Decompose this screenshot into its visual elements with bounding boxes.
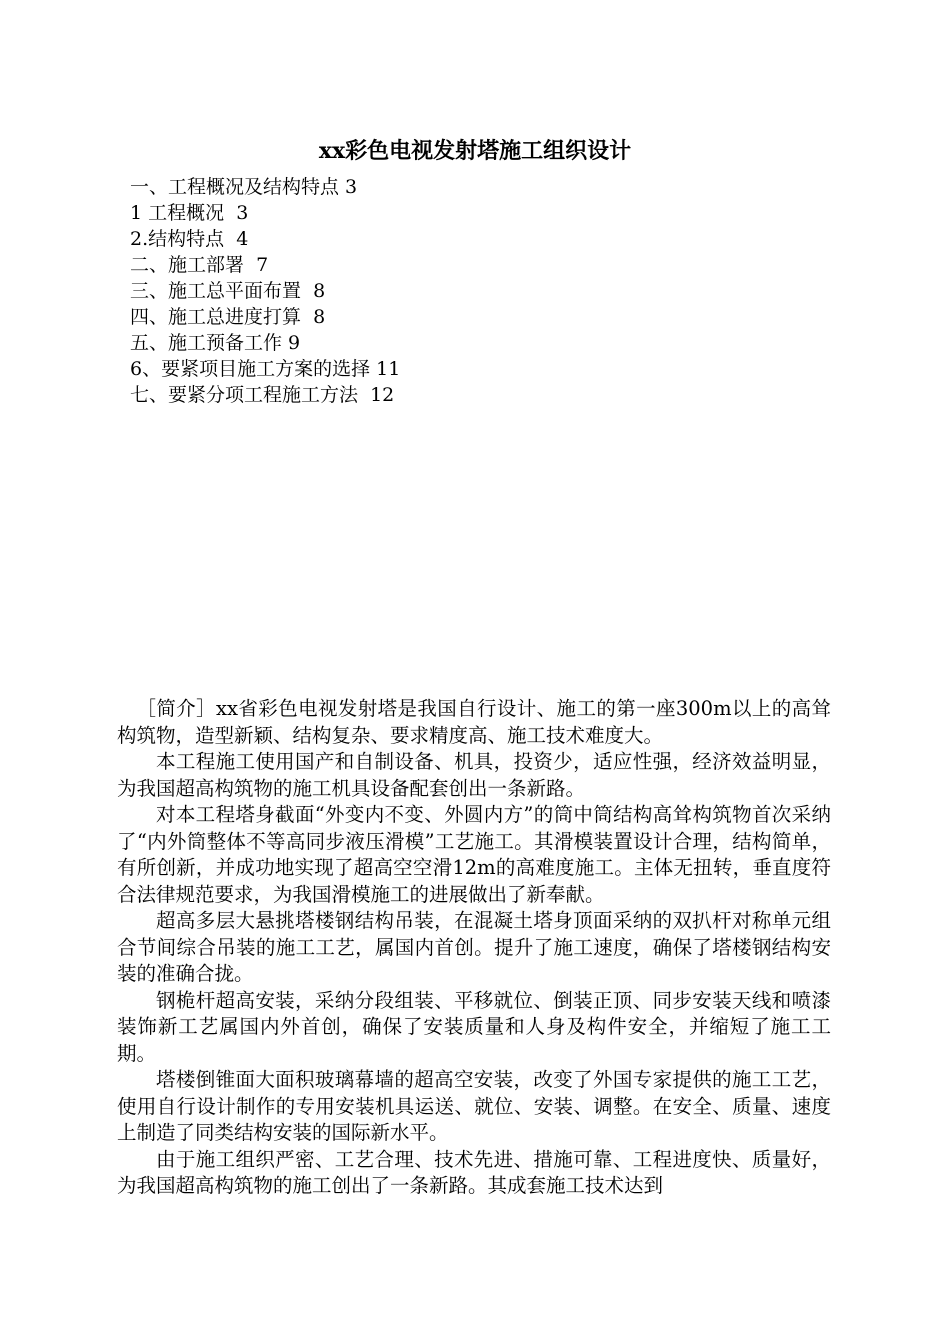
body-paragraph: 对本工程塔身截面“外变内不变、外圆内方”的筒中筒结构高耸构筑物首次采纳了“内外筒整体不等高同步液压滑模”工艺施工。其滑模装置设计合理，结构简单，有所创新，并成功地实现了超高空空滑12m的高难度施工。主体无扭转，垂直度符合法律规范要求，为我国滑模施工的进展做出了新奉献。 — [117, 803, 831, 906]
toc-entry: 二、施工部署 7 — [130, 254, 269, 276]
toc-entry: 6、要紧项目施工方案的选择 11 — [130, 358, 401, 380]
document-title: xx彩色电视发射塔施工组织设计 — [318, 138, 632, 164]
toc-entry: 2.结构特点 4 — [130, 228, 249, 250]
toc-entry: 一、工程概况及结构特点 3 — [130, 176, 358, 198]
toc-entry: 五、施工预备工作 9 — [130, 332, 301, 354]
toc-entry: 三、施工总平面布置 8 — [130, 280, 326, 302]
body-paragraph: 超高多层大悬挑塔楼钢结构吊装，在混凝土塔身顶面采纳的双扒杆对称单元组合节间综合吊装的施工工艺，属国内首创。提升了施工速度，确保了塔楼钢结构安装的准确合拢。 — [117, 909, 831, 985]
intro-paragraph: ［简介］xx省彩色电视发射塔是我国自行设计、施工的第一座300m以上的高耸构筑物，造型新颖、结构复杂、要求精度高、施工技术难度大。 — [117, 697, 831, 747]
body-text — [117, 696, 831, 1200]
body-paragraph: 塔楼倒锥面大面积玻璃幕墙的超高空安装，改变了外国专家提供的施工工艺，使用自行设计制作的专用安装机具运送、就位、安装、调整。在安全、质量、速度上制造了同类结构安装的国际新水平。 — [117, 1068, 831, 1144]
body-paragraph: 本工程施工使用国产和自制设备、机具，投资少，适应性强，经济效益明显，为我国超高构筑物的施工机具设备配套创出一条新路。 — [117, 750, 831, 800]
table-of-contents — [130, 174, 830, 408]
toc-entry: 1 工程概况 3 — [130, 202, 249, 224]
toc-entry: 七、要紧分项工程施工方法 12 — [130, 384, 395, 406]
toc-entry: 四、施工总进度打算 8 — [130, 306, 326, 328]
body-paragraph: 钢桅杆超高安装，采纳分段组装、平移就位、倒装正顶、同步安装天线和喷漆装饰新工艺属国内外首创，确保了安装质量和人身及构件安全，并缩短了施工工期。 — [117, 988, 831, 1065]
body-paragraph: 由于施工组织严密、工艺合理、技术先进、措施可靠、工程进度快、质量好，为我国超高构筑物的施工创出了一条新路。其成套施工技术达到 — [117, 1147, 831, 1197]
